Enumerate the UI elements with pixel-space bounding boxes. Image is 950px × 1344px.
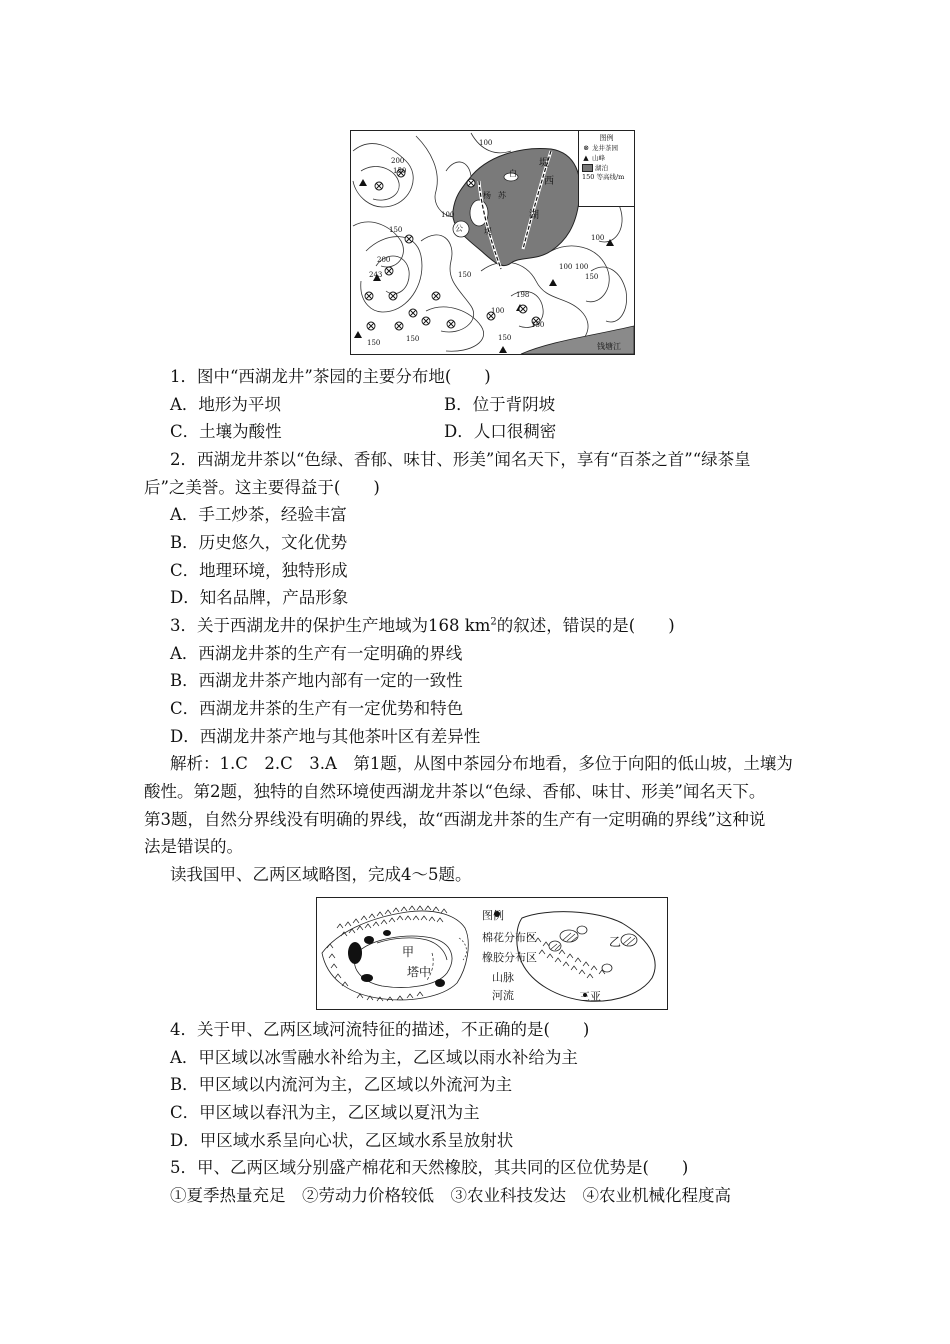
figure-2-intro: 读我国甲、乙两区域略图，完成4～5题。 [170, 865, 472, 884]
tea-garden-icon [422, 317, 430, 325]
tea-garden-icon [405, 235, 413, 243]
contour-label: 150 [458, 271, 472, 279]
cotton-area-icon [435, 979, 445, 987]
cotton-area-icon [364, 936, 374, 944]
rubber-areas [549, 926, 637, 972]
peak-icon [354, 331, 362, 338]
q3-stem-part: 3．关于西湖龙井的保护生产地域为168 km [170, 616, 491, 635]
q3-option-b: B．西湖龙井茶产地内部有一定的一致性 [170, 671, 463, 690]
place-label: 苏 [498, 191, 506, 200]
place-label: 白 [509, 169, 517, 178]
legend-label: 龙井茶园 [592, 144, 618, 152]
regions-map [316, 897, 668, 1010]
label-jia: 甲 [402, 945, 415, 959]
contour-label: 100 [559, 263, 573, 271]
legend-item [582, 163, 631, 173]
legend-item [582, 153, 631, 163]
place-label: 西 [544, 176, 554, 187]
tea-garden-icon [365, 292, 373, 300]
tea-garden-icon [395, 322, 403, 330]
analysis-line: 解析：1.C 2.C 3.A 第1题，从图中茶园分布地看，多位于向阳的低山坡，土壤为 [170, 754, 793, 773]
legend-item [582, 143, 631, 153]
q2-option-a: A．手工炒茶，经验丰富 [170, 505, 347, 524]
q1-option-d: D．人口很稠密 [444, 422, 557, 441]
legend-rubber: 橡胶分布区 [482, 951, 537, 964]
legend-item [582, 173, 631, 182]
rubber-area-icon [560, 930, 578, 942]
tea-garden-symbol-icon: ⊗ [583, 144, 589, 152]
legend-cotton: 棉花分布区 [482, 931, 537, 944]
q3-option-d: D．西湖龙井茶产地与其他茶叶区有差异性 [170, 727, 481, 746]
q2-option-b: B．历史悠久，文化优势 [170, 533, 348, 552]
contour-label: 100 [575, 263, 589, 271]
tea-garden-icon [432, 292, 440, 300]
contour-label: 150 [389, 226, 403, 234]
q3-stem-part: 的叙述，错误的是( ) [496, 616, 675, 635]
q4-option-b: B．甲区域以内流河为主，乙区域以外流河为主 [170, 1075, 513, 1094]
q2-option-c: C．地理环境，独特形成 [170, 561, 348, 580]
tea-garden-icon [447, 320, 455, 328]
peak-icon [549, 279, 557, 286]
tea-garden-icon [409, 309, 417, 317]
peak-triangle-icon: ▲ [583, 154, 589, 162]
legend-title: 图例 [482, 909, 504, 922]
rubber-area-icon [621, 934, 637, 946]
q1-option-a: A．地形为平坝 [170, 395, 281, 414]
lake-fill-icon [582, 164, 593, 172]
contour-label: 150 [367, 339, 381, 347]
place-label: 公 [455, 224, 463, 233]
q2-option-d: D．知名品牌，产品形象 [170, 588, 349, 607]
q5-choices: ①夏季热量充足 ②劳动力价格较低 ③农业科技发达 ④农业机械化程度高 [170, 1186, 731, 1205]
tea-garden-icon [467, 179, 475, 187]
question-5-stem: 5．甲、乙两区域分别盛产棉花和天然橡胶，其共同的区位优势是( ) [170, 1158, 689, 1177]
place-label: 杨 [483, 191, 491, 200]
label-tazhong: 塔中 [407, 965, 432, 979]
legend-label: 150 等高线/m [582, 173, 625, 181]
tea-garden-icon [519, 305, 527, 313]
q4-option-c: C．甲区域以春汛为主，乙区域以夏汛为主 [170, 1103, 480, 1122]
contour-label: 243 [369, 271, 383, 279]
contour-label: 150 [406, 335, 420, 343]
q1-option-c: C．土壤为酸性 [170, 422, 282, 441]
contour-label: 100 [491, 307, 505, 315]
q1-option-b: B．位于背阴坡 [444, 395, 556, 414]
place-label: 钱塘江 [597, 342, 621, 351]
cotton-area-icon [361, 974, 373, 982]
river-icon [459, 938, 466, 960]
tea-garden-icon [367, 322, 375, 330]
mountain-range-icons [327, 906, 605, 1001]
contour-label: 150 [393, 167, 407, 175]
q3-option-c: C．西湖龙井茶的生产有一定优势和特色 [170, 699, 464, 718]
analysis-line: 酸性。第2题，独特的自然环境使西湖龙井茶以“色绿、香郁、味甘、形美”闻名天下。 [144, 782, 766, 801]
q3-superscript: 2 [490, 616, 497, 628]
contour-line [446, 162, 471, 176]
label-sanya: 三亚 [579, 990, 601, 1003]
contour-label: 100 [591, 234, 605, 242]
question-2-stem-cont: 后”之美誉。这主要得益于( ) [144, 478, 380, 497]
place-label: 堤 [484, 227, 492, 236]
q4-option-d: D．甲区域水系呈向心状，乙区域水系呈放射状 [170, 1131, 514, 1150]
analysis-line: 法是错误的。 [144, 837, 243, 856]
q4-option-a: A．甲区域以冰雪融水补给为主，乙区域以雨水补给为主 [170, 1048, 578, 1067]
cotton-area-icon [348, 942, 362, 964]
rubber-area-icon [602, 964, 612, 972]
question-4-stem: 4．关于甲、乙两区域河流特征的描述，不正确的是( ) [170, 1020, 590, 1039]
tea-garden-icon [375, 182, 383, 190]
contour-label: 200 [377, 256, 391, 264]
contour-label: 100 [479, 139, 493, 147]
peak-icon [359, 179, 367, 186]
question-2-stem: 2．西湖龙井茶以“色绿、香郁、味甘、形美”闻名天下，享有“百茶之首”“绿茶皇 [170, 450, 751, 469]
region-yi-outline [517, 912, 655, 1002]
contour-line [426, 307, 484, 351]
contour-line [421, 235, 474, 332]
peak-icon [499, 346, 507, 353]
legend-mountain: 山脉 [492, 971, 514, 984]
question-3-stem [170, 614, 675, 638]
legend-label: 山峰 [592, 154, 605, 162]
region-jia-outline [322, 911, 468, 1000]
analysis-line: 第3题，自然分界线没有明确的界线，故“西湖龙井茶的生产有一定明确的界线”这种说 [144, 810, 766, 829]
contour-label: 198 [516, 291, 530, 299]
cotton-area-icon [383, 930, 391, 936]
contour-label: 200 [391, 157, 405, 165]
legend-title: 图例 [599, 134, 614, 142]
tea-garden-icon [385, 267, 393, 275]
tea-garden-icon [389, 292, 397, 300]
rubber-area-icon [577, 926, 587, 934]
west-lake-map [350, 130, 635, 355]
contour-label: 150 [498, 334, 512, 342]
legend-river: 河流 [492, 989, 514, 1002]
q3-option-a: A．西湖龙井茶的生产有一定明确的界线 [170, 644, 463, 663]
contour-line [551, 246, 609, 302]
contour-label: 150 [531, 321, 545, 329]
label-yi: 乙 [609, 935, 622, 949]
contour-label: 150 [585, 273, 599, 281]
place-label: 湖 [529, 210, 539, 221]
legend-label: 湖泊 [595, 164, 608, 172]
place-label: 堤 [539, 158, 549, 169]
question-1-stem: 1．图中“西湖龙井”茶园的主要分布地( ) [170, 367, 491, 386]
contour-label: 100 [441, 211, 455, 219]
map-legend [578, 131, 634, 207]
